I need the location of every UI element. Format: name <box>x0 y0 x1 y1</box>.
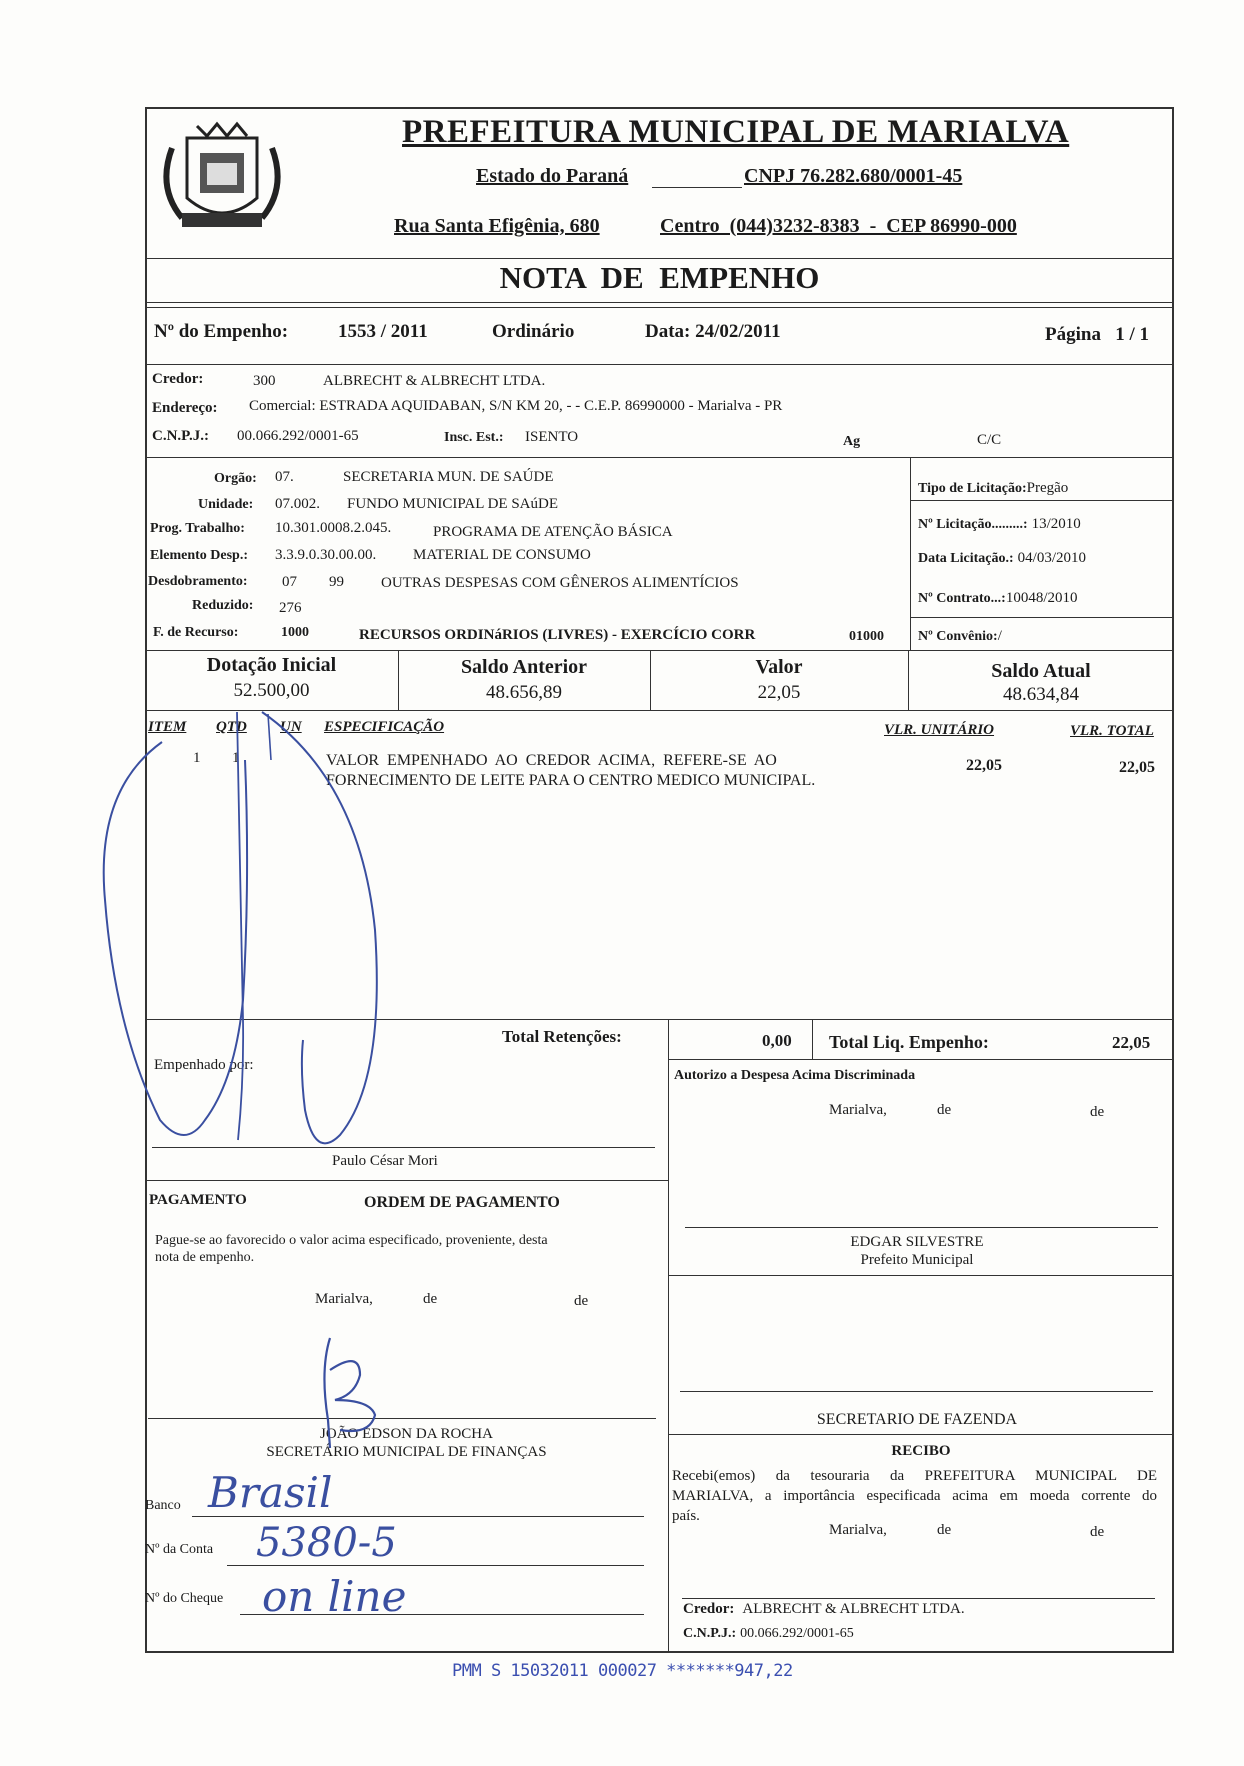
retencoes-label: Total Retenções: <box>502 1027 622 1046</box>
reduzido-value: 276 <box>279 600 302 616</box>
prefeito-name: EDGAR SILVESTRE <box>850 1234 984 1250</box>
saldo-atual-value: 48.634,84 <box>1003 684 1079 705</box>
state-name: Estado do Paraná <box>476 165 629 187</box>
credor-label: Credor: <box>152 371 204 387</box>
tipo-licitacao: Tipo de Licitação:Pregão <box>918 480 1069 496</box>
orgao-code: 07. <box>275 469 294 485</box>
recurso-label: F. de Recurso: <box>153 625 239 640</box>
col-valor-total: VLR. TOTAL <box>1070 723 1154 739</box>
recibo-cnpj: C.N.P.J.: 00.066.292/0001-65 <box>683 1626 854 1641</box>
footer-stamp: PMM S 15032011 000027 *******947,22 <box>452 1661 793 1681</box>
col-especificacao: ESPECIFICAÇÃO <box>324 719 445 735</box>
cheque-handwritten: on line <box>262 1572 407 1621</box>
empenho-date: Data: 24/02/2011 <box>645 321 781 342</box>
pagamento-marialva: Marialva, <box>315 1291 373 1307</box>
row-qtd: 1 <box>232 750 240 766</box>
conta-handwritten: 5380-5 <box>256 1520 397 1566</box>
retencoes-value: 0,00 <box>762 1031 792 1050</box>
col-un: UN <box>280 719 302 735</box>
prog-name: PROGRAMA DE ATENÇÃO BÁSICA <box>433 524 673 540</box>
cnpj-label: C.N.P.J.: <box>152 428 209 444</box>
unidade-label: Unidade: <box>198 497 254 512</box>
desdobramento-code2: 99 <box>329 574 344 590</box>
unidade-name: FUNDO MUNICIPAL DE SAúDE <box>347 496 558 512</box>
numero-convenio: Nº Convênio:/ <box>918 628 1002 644</box>
credor-cnpj: 00.066.292/0001-65 <box>237 428 359 444</box>
row-unit-value: 22,05 <box>966 757 1002 774</box>
saldo-atual-label: Saldo Atual <box>991 660 1091 682</box>
col-valor-unitario: VLR. UNITÁRIO <box>884 722 995 738</box>
empenho-type: Ordinário <box>492 321 575 342</box>
prog-code: 10.301.0008.2.045. <box>275 520 392 536</box>
pagamento-label: PAGAMENTO <box>149 1192 247 1208</box>
credor-address: Comercial: ESTRADA AQUIDABAN, S/N KM 20, - - C.E.P. 86990000 - Marialva - PR <box>249 398 783 414</box>
col-item: ITEM <box>148 719 187 735</box>
secfin-name: JOÃO EDSON DA ROCHA <box>320 1426 493 1442</box>
autorizo-de1: de <box>937 1102 952 1118</box>
col-qtd: QTD <box>216 719 247 735</box>
insc-label: Insc. Est.: <box>444 430 504 445</box>
empenho-label: Nº do Empenho: <box>154 321 289 342</box>
unidade-code: 07.002. <box>275 496 320 512</box>
saldo-anterior-value: 48.656,89 <box>486 682 562 703</box>
endereco-label: Endereço: <box>152 400 218 416</box>
pague-line1: Pague-se ao favorecido o valor acima especificado, proveniente, desta <box>155 1233 548 1248</box>
recibo-credor: Credor: ALBRECHT & ALBRECHT LTDA. <box>683 1601 965 1617</box>
pagamento-de1: de <box>423 1291 438 1307</box>
secfin-title: SECRETÁRIO MUNICIPAL DE FINANÇAS <box>266 1444 547 1460</box>
prog-label: Prog. Trabalho: <box>150 521 245 536</box>
recibo-line2: MARIALVA, a importância especificada acima em moeda corrente do <box>672 1488 1157 1504</box>
saldo-anterior-label: Saldo Anterior <box>460 656 588 678</box>
recibo-line3: país. <box>672 1508 700 1524</box>
dotacao-value: 52.500,00 <box>233 680 310 701</box>
pagamento-de2: de <box>574 1293 589 1309</box>
prefeitura-cnpj: CNPJ 76.282.680/0001-45 <box>744 165 963 187</box>
row-item: 1 <box>193 750 201 766</box>
street-address: Rua Santa Efigênia, 680 <box>394 215 600 237</box>
recibo-title: RECIBO <box>891 1443 951 1459</box>
recurso-number: 01000 <box>849 629 884 644</box>
empenhado-label: Empenhado por: <box>154 1057 254 1073</box>
recurso-code: 1000 <box>281 625 309 640</box>
conta-label: Nº da Conta <box>145 1542 214 1557</box>
address-contact: Centro (044)3232-8383 - CEP 86990-000 <box>660 215 1017 237</box>
recurso-name: RECURSOS ORDINáRIOS (LIVRES) - EXERCÍCIO CORR <box>359 627 756 643</box>
elemento-label: Elemento Desp.: <box>150 548 248 563</box>
numero-contrato: Nº Contrato...:10048/2010 <box>918 590 1078 606</box>
secfaz-title: SECRETARIO DE FAZENDA <box>816 1411 1018 1428</box>
document-title: NOTA DE EMPENHO <box>499 260 820 295</box>
elemento-name: MATERIAL DE CONSUMO <box>413 547 591 563</box>
agencia-label: Ag <box>843 434 861 449</box>
valor-label: Valor <box>755 656 803 678</box>
row-spec-line2: FORNECIMENTO DE LEITE PARA O CENTRO MEDICO MUNICIPAL. <box>326 772 816 789</box>
row-total-value: 22,05 <box>1119 759 1155 776</box>
secfin-signature-icon <box>300 1330 420 1450</box>
prefeito-title: Prefeito Municipal <box>860 1252 974 1268</box>
data-licitacao: Data Licitação.: 04/03/2010 <box>918 550 1086 566</box>
desdobramento-name: OUTRAS DESPESAS COM GÊNEROS ALIMENTÍCIOS <box>381 575 739 591</box>
recibo-de2: de <box>1090 1524 1105 1540</box>
ordem-pagamento-label: ORDEM DE PAGAMENTO <box>364 1194 560 1211</box>
recibo-line1: Recebi(emos) da tesouraria da PREFEITURA MUNICIPAL DE <box>672 1468 1157 1484</box>
dotacao-label: Dotação Inicial <box>206 654 337 676</box>
autorizo-text: Autorizo a Despesa Acima Discriminada <box>674 1068 916 1083</box>
credor-code: 300 <box>253 373 276 389</box>
autorizo-marialva: Marialva, <box>829 1102 887 1118</box>
empenhado-name: Paulo César Mori <box>332 1153 438 1169</box>
pague-line2: nota de empenho. <box>155 1250 255 1265</box>
elemento-code: 3.3.9.0.30.00.00. <box>275 547 377 563</box>
total-liquido-label: Total Liq. Empenho: <box>829 1032 989 1052</box>
orgao-name: SECRETARIA MUN. DE SAÚDE <box>343 469 554 485</box>
page-number: Página 1 / 1 <box>1045 324 1149 345</box>
recibo-marialva: Marialva, <box>829 1522 887 1538</box>
recibo-de1: de <box>937 1522 952 1538</box>
page-title: PREFEITURA MUNICIPAL DE MARIALVA <box>402 114 1070 150</box>
reduzido-label: Reduzido: <box>192 598 254 613</box>
total-liquido-value: 22,05 <box>1112 1033 1151 1052</box>
desdobramento-code1: 07 <box>282 574 297 590</box>
credor-name: ALBRECHT & ALBRECHT LTDA. <box>323 373 546 389</box>
desdobramento-label: Desdobramento: <box>148 574 248 589</box>
empenho-number: 1553 / 2011 <box>338 321 428 342</box>
banco-handwritten: Brasil <box>208 1468 333 1517</box>
orgao-label: Orgão: <box>214 471 257 486</box>
conta-corrente-label: C/C <box>977 432 1002 448</box>
insc-value: ISENTO <box>525 429 579 445</box>
valor-value: 22,05 <box>757 682 801 703</box>
autorizo-de2: de <box>1090 1104 1105 1120</box>
banco-label: Banco <box>145 1498 181 1513</box>
numero-licitacao: Nº Licitação.........: 13/2010 <box>918 516 1081 532</box>
row-spec-line1: VALOR EMPENHADO AO CREDOR ACIMA, REFERE-SE AO <box>326 752 777 769</box>
cheque-label: Nº do Cheque <box>145 1591 224 1606</box>
